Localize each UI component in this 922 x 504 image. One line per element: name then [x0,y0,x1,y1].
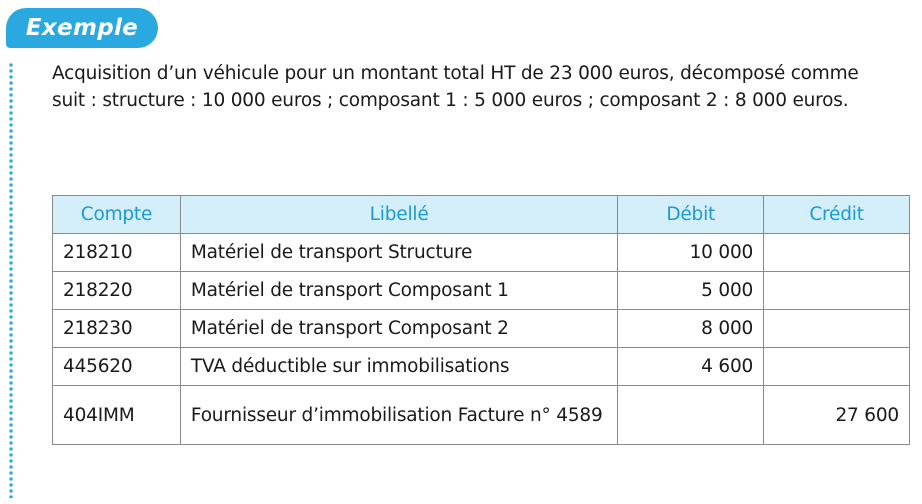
cell-libelle: Matériel de transport Structure [180,234,617,272]
cell-libelle: Matériel de transport Composant 1 [180,272,617,310]
cell-debit: 4 600 [618,348,764,386]
cell-libelle: TVA déductible sur immobilisations [180,348,617,386]
table-row [53,272,910,310]
cell-compte: 218230 [53,310,181,348]
header-compte: Compte [53,196,181,234]
header-libelle: Libellé [180,196,617,234]
table-row [53,310,910,348]
table-row [53,234,910,272]
cell-compte: 218220 [53,272,181,310]
cell-credit [764,234,910,272]
example-badge: Exemple [6,8,158,48]
cell-libelle: Matériel de transport Composant 2 [180,310,617,348]
cell-credit [764,310,910,348]
cell-libelle: Fournisseur d’immobilisation Facture n° 4589 [180,386,617,445]
cell-debit: 5 000 [618,272,764,310]
cell-compte: 445620 [53,348,181,386]
cell-compte: 218210 [53,234,181,272]
table-row [53,348,910,386]
cell-debit [618,386,764,445]
cell-credit [764,348,910,386]
cell-credit: 27 600 [764,386,910,445]
cell-debit: 8 000 [618,310,764,348]
dotted-margin-rule [9,62,13,498]
journal-entry-table [52,195,910,445]
header-debit: Débit [618,196,764,234]
table-header-row [53,196,910,234]
table-row [53,386,910,445]
header-credit: Crédit [764,196,910,234]
cell-debit: 10 000 [618,234,764,272]
example-intro-text: Acquisition d’un véhicule pour un montant total HT de 23 000 euros, décomposé comme suit : structure : 10 000 euros ; composant 1 : 5 000 euros ; composant 2 : 8 000 euros. [52,63,859,111]
cell-credit [764,272,910,310]
cell-compte: 404IMM [53,386,181,445]
